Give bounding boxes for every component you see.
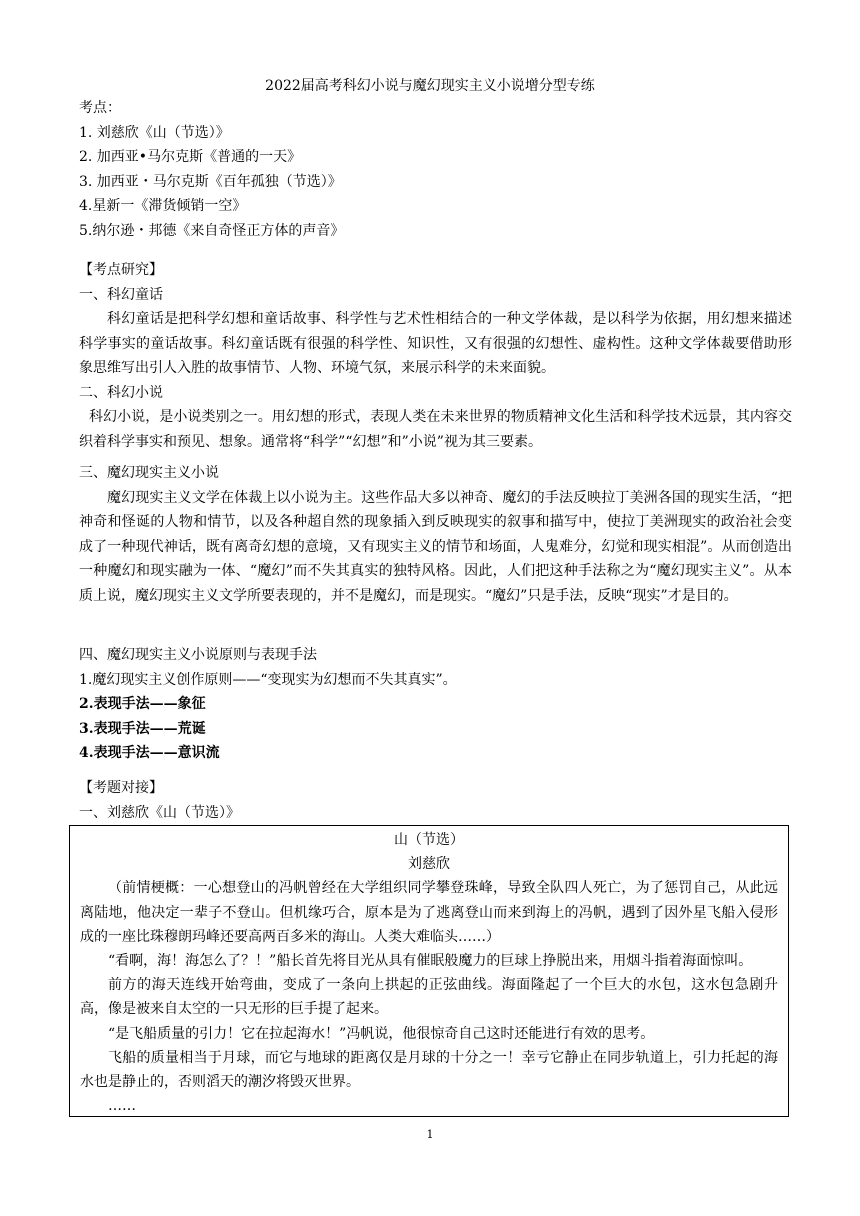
paragraph-magic-realism: 魔幻现实主义文学在体裁上以小说为主。这些作品大多以神奇、魔幻的手法反映拉丁美洲各国的现实生活，“把神奇和怪诞的人物和情节，以及各种超自然的现象插入到反映现实的叙事和描写中，使拉丁美洲现实的政治社会变成了一种现代神话，既有离奇幻想的意境，又有现实主义的情节和场面，人鬼难分，幻觉和现实相混”。从而创造出一种魔幻和现实融为一体、“魔幻”而不失其真实的独特风格。因此，人们把这种手法称之为“魔幻现实主义”。从本质上说，魔幻现实主义文学所要表现的，并不是魔幻，而是现实。“魔幻”只是手法，反映“现实”才是目的。 [79,489,792,604]
paragraph-sci-fi-novel: 科幻小说，是小说类别之一。用幻想的形式，表现人类在未来世界的物质精神文化生活和科学技术远景，其内容交织着科学事实和预见、想象。通常将“科学”“幻想”和”小说”视为其三要素。 [79,409,792,450]
key-point-item: 4.星新一《滞货倾销一空》 [79,198,247,214]
exam-question-heading: 一、刘慈欣《山（节选）》 [79,804,240,821]
section-heading-principles: 四、魔幻现实主义小说原则与表现手法 [79,647,317,663]
section-heading-sci-fi-novel: 二、科幻小说 [79,384,163,401]
key-point-item: 5.纳尔逊・邦德《来自奇怪正方体的声音》 [79,222,345,239]
excerpt-author: 刘慈欣 [408,856,450,873]
key-point-item: 2. 加西亚•马尔克斯《普通的一天》 [79,149,302,165]
principle-item: 2.表现手法——象征 [79,696,206,712]
excerpt-ellipsis: …… [108,1098,136,1115]
key-points-label: 考点： [79,100,121,116]
principle-item: 1.魔幻现实主义创作原则——“变现实为幻想而不失其真实”。 [79,671,457,688]
document-title: 2022届高考科幻小说与魔幻现实主义小说增分型专练 [265,78,595,94]
excerpt-paragraph: （前情梗概：一心想登山的冯帆曾经在大学组织同学攀登珠峰，导致全队四人死亡，为了惩罚自己，从此远离陆地，他决定一辈子不登山。但机缘巧合，原本是为了逃离登山而来到海上的冯帆，遇到了因外星飞船入侵形成的一座比珠穆朗玛峰还要高两百多米的海山。人类大难临头……） [80,880,778,945]
magic-realism-section [79,461,792,608]
excerpt-paragraph: “看啊，海！海怎么了？！”船长首先将目光从具有催眠般魔力的巨球上挣脱出来，用烟斗指着海面惊叫。 [108,953,753,970]
principle-item: 4.表现手法——意识流 [79,745,220,761]
section-heading-magic-realism: 三、魔幻现实主义小说 [79,465,219,481]
section-heading-sci-fi-fairy-tale: 一、科幻童话 [79,286,163,303]
research-heading: 【考点研究】 [79,262,163,278]
paragraph-sci-fi-fairy-tale: 科幻童话是把科学幻想和童话故事、科学性与艺术性相结合的一种文学体裁，是以科学为依据，用幻想来描述科学事实的童话故事。科幻童话既有很强的科学性、知识性，又有很强的幻想性、虚构性。这种文学体裁要借助形象思维写出引人入胜的故事情节、人物、环境气氛，来展示科学的未来面貌。 [79,311,792,376]
excerpt-paragraph: 前方的海天连线开始弯曲，变成了一条向上拱起的正弦曲线。海面隆起了一个巨大的水包，这水包急剧升高，像是被来自太空的一只无形的巨手提了起来。 [80,977,778,1018]
excerpt-box [69,825,789,1117]
key-point-item: 1. 刘慈欣《山（节选）》 [79,124,230,141]
page-number: 1 [426,1128,434,1141]
key-points-section [79,96,792,243]
research-section [79,258,792,454]
excerpt-paragraph: “是飞船质量的引力！它在拉起海水！”冯帆说，他很惊奇自己这时还能进行有效的思考。 [108,1025,655,1042]
principle-item: 3.表现手法——荒诞 [79,720,206,737]
excerpt-title: 山（节选） [394,832,464,848]
exam-heading: 【考题对接】 [79,780,163,796]
principles-section [79,643,792,766]
excerpt-paragraph: 飞船的质量相当于月球，而它与地球的距离仅是月球的十分之一！幸亏它静止在同步轨道上，引力托起的海水也是静止的，否则滔天的潮汐将毁灭世界。 [80,1049,778,1091]
exam-section [79,776,792,825]
key-point-item: 3. 加西亚・马尔克斯《百年孤独（节选）》 [79,173,342,190]
